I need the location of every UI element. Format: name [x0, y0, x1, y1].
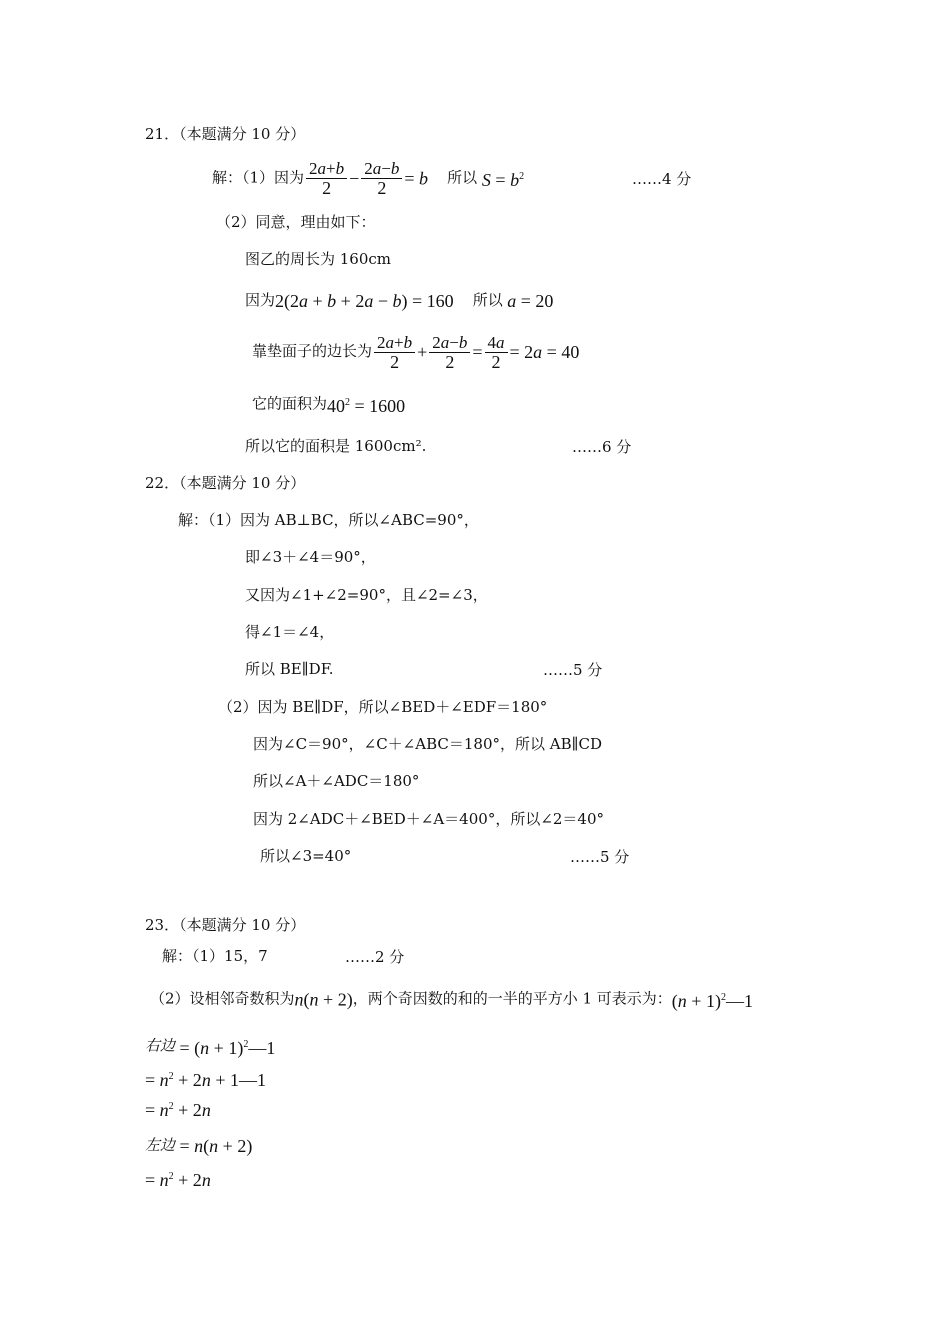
- q21-header: 21．（本题满分 10 分）: [145, 125, 306, 143]
- q21-part1: 解：（1）因为 $\frac{2a+b}{2}$ − $\frac{2a-b}{2}$ = b 所以 $S = b^2$: [212, 159, 525, 198]
- q23-left-2: = $n^2 + 2n$: [145, 1170, 211, 1190]
- q21-conclusion: 所以它的面积是 1600cm².: [245, 437, 427, 455]
- q21-part2-intro: （2）同意，理由如下：: [216, 213, 376, 231]
- q21-because: 因为: [245, 291, 276, 309]
- q23-left-1: 左边 = n(n + 2): [145, 1136, 253, 1156]
- q22-line1: 解：（1）因为 AB⊥BC，所以∠ABC=90°，: [178, 511, 479, 529]
- q21-side: 靠垫面子的边长为 $\frac{2a+b}{2}$ + $\frac{2a-b}{2}$ = $\frac{4a}{2}$ = 2a = 40: [252, 332, 580, 372]
- q22-p1-points: ……5 分: [543, 661, 603, 679]
- q23-line2-b: ，两个奇因数的和的一半的平方小 1 可表示为：: [352, 989, 672, 1008]
- q23-left-label: 左边: [145, 1136, 176, 1154]
- fraction: $\frac{2a-b}{2}$: [429, 333, 470, 372]
- q23-right-2: = $n^2 + 2n$ + 1—1: [145, 1070, 266, 1090]
- q22-line7: 因为∠C＝90°，∠C＋∠ABC＝180°，所以 AB∥CD: [253, 735, 603, 753]
- q21-so-a: 所以: [472, 291, 503, 309]
- q21-side-label: 靠垫面子的边长为: [252, 342, 373, 360]
- q23-right-3: = $n^2 + 2n$: [145, 1100, 211, 1120]
- q21-area: 它的面积为$40^2 = 1600$: [252, 394, 406, 416]
- q23-line2-a: （2）设相邻奇数积为: [150, 989, 295, 1008]
- q23-right-label: 右边: [145, 1036, 176, 1055]
- fraction: $\frac{4a}{2}$: [485, 333, 508, 372]
- q22-line9: 因为 2∠ADC＋∠BED＋∠A＝400°，所以∠2＝40°: [253, 810, 605, 828]
- q21-so: 所以: [447, 168, 478, 187]
- q22-p2-points: ……5 分: [570, 848, 630, 866]
- q23-line2: （2）设相邻奇数积为n(n + 2)，两个奇因数的和的一半的平方小 1 可表示为：$(n + 1)^2—1$: [150, 989, 753, 1011]
- q21-equation: 因为2(2a + b + 2a − b) = 160 所以 a = 20: [245, 291, 554, 311]
- q22-line4: 得∠1＝∠4，: [245, 623, 335, 641]
- q22-line6: （2）因为 BE∥DF，所以∠BED＋∠EDF＝180°: [218, 698, 548, 716]
- q23-header: 23．（本题满分 10 分）: [145, 916, 306, 934]
- q22-header: 22．（本题满分 10 分）: [145, 474, 306, 492]
- fraction: $\frac{2a+b}{2}$: [374, 333, 415, 372]
- fraction: $\frac{2a+b}{2}$: [306, 159, 347, 198]
- q23-line1: 解：（1）15，7: [162, 947, 268, 965]
- q23-p1-points: ……2 分: [345, 948, 405, 966]
- q21-p2-points: ……6 分: [572, 438, 632, 456]
- q22-line10: 所以∠3=40°: [260, 847, 352, 865]
- q22-line8: 所以∠A＋∠ADC＝180°: [253, 772, 420, 790]
- q22-line2: 即∠3＋∠4＝90°，: [245, 548, 376, 566]
- q23-right-1: 右边 = $(n + 1)^2—1$: [145, 1036, 276, 1058]
- q21-perimeter: 图乙的周长为 160cm: [245, 250, 392, 268]
- q22-line3: 又因为∠1+∠2=90°，且∠2=∠3，: [245, 586, 488, 604]
- fraction: $\frac{2a-b}{2}$: [361, 159, 402, 198]
- q22-line5: 所以 BE∥DF.: [245, 660, 334, 678]
- q21-part1-prefix: 解：（1）因为: [212, 168, 305, 187]
- q21-p1-points: ……4 分: [632, 170, 692, 188]
- q21-area-label: 它的面积为: [252, 394, 328, 413]
